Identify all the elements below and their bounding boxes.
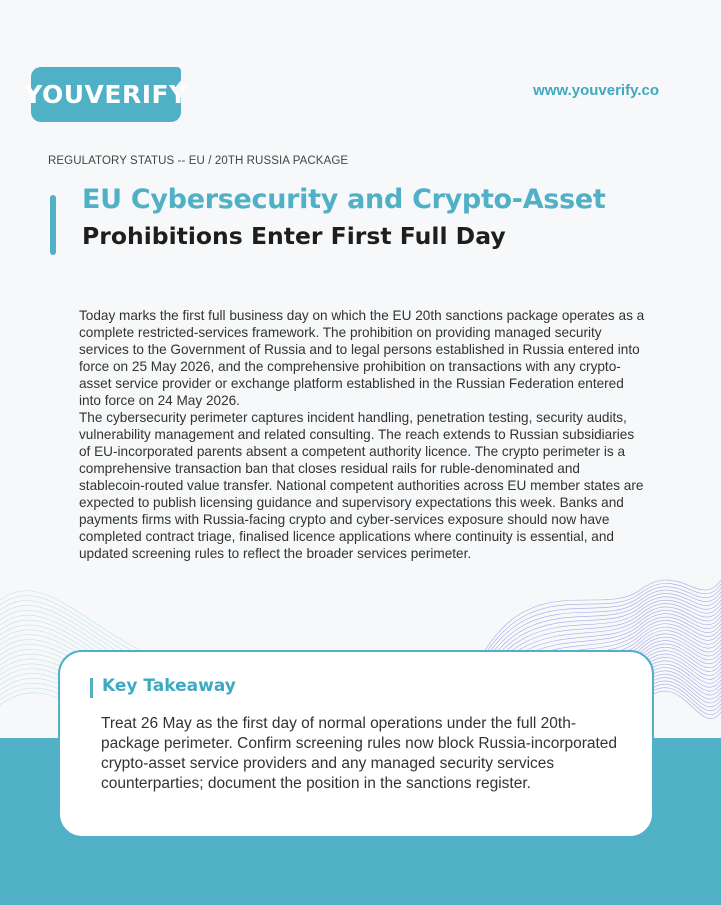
key-takeaway-card xyxy=(58,650,654,838)
page-title-line-2: Prohibitions Enter First Full Day xyxy=(82,222,506,250)
title-accent-bar xyxy=(50,195,56,255)
takeaway-text: Treat 26 May as the first day of normal operations under the full 20th-package perimeter. Confirm screening rules now block Russia-incorporated crypto-asset service providers and any managed security services counterparties; document the position in the sanctions register. xyxy=(101,715,618,792)
body-paragraph-2: The cybersecurity perimeter captures incident handling, penetration testing, security audits, vulnerability management and related consulting. The reach extends to Russian subsidiaries of EU-incorporated parents absent a competent authority licence. The crypto perimeter is a comprehensive transaction ban that closes residual rails for ruble-denominated and stablecoin-routed value transfer. National competent authorities across EU member states are expected to publish licensing guidance and supervisory expectations this week. Banks and payments firms with Russia-facing crypto and cyber-services exposure should now have completed contract triage, finalised licence applications where continuity is essential, and updated screening rules to reflect the broader services perimeter. xyxy=(79,410,644,561)
logo-text: YOUVERIFY xyxy=(24,80,188,109)
body-paragraph-1: Today marks the first full business day on which the EU 20th sanctions package operates as a complete restricted-services framework. The prohibition on providing managed security services to the Government of Russia and to legal persons established in Russia entered into force on 25 May 2026, and the comprehensive prohibition on transactions with any crypto-asset service provider or exchange platform established in the Russian Federation entered into force on 24 May 2026. xyxy=(79,308,645,408)
page-title-line-1: EU Cybersecurity and Crypto-Asset xyxy=(82,184,606,215)
takeaway-title: Key Takeaway xyxy=(102,676,236,696)
takeaway-accent-bar xyxy=(90,678,93,698)
logo-notch xyxy=(174,79,182,99)
youverify-logo xyxy=(24,67,188,122)
article-body xyxy=(79,307,649,562)
website-link[interactable]: www.youverify.co xyxy=(533,82,659,99)
eyebrow-label: REGULATORY STATUS -- EU / 20TH RUSSIA PACKAGE xyxy=(48,155,349,167)
